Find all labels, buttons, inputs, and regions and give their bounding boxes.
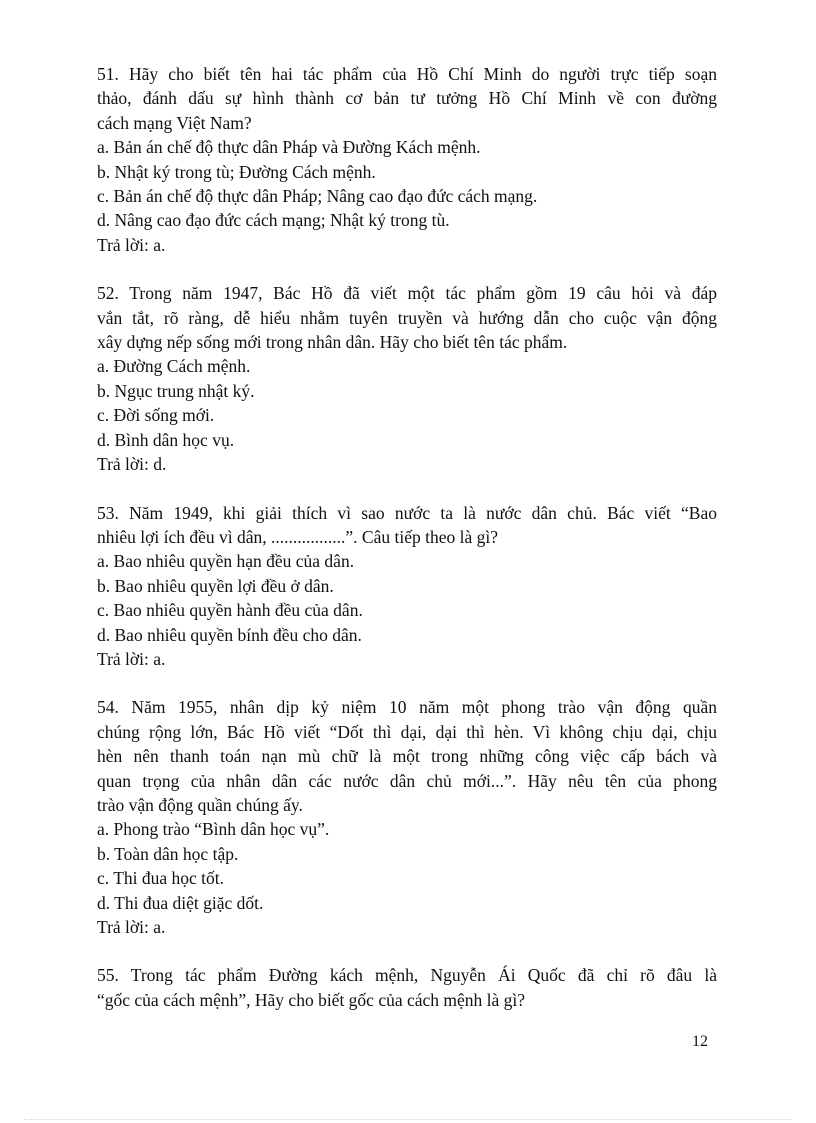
stem-line: hèn nên thanh toán nạn mù chữ là một trong những công việc cấp bách và [97, 746, 717, 767]
option-d: d. Bình dân học vụ. [97, 429, 235, 450]
option-d: d. Nâng cao đạo đức cách mạng; Nhật ký trong tù. [97, 210, 450, 231]
option-b: b. Bao nhiêu quyền lợi đều ở dân. [97, 575, 334, 596]
answer: Trả lời: a. [97, 234, 166, 255]
option-b: b. Nhật ký trong tù; Đường Cách mệnh. [97, 161, 376, 182]
stem-line: 51. Hãy cho biết tên hai tác phẩm của Hồ Chí Minh do người trực tiếp soạn [97, 64, 717, 84]
stem-line: 52. Trong năm 1947, Bác Hồ đã viết một tác phẩm gồm 19 câu hỏi và đáp [97, 283, 717, 304]
option-a: a. Phong trào “Bình dân học vụ”. [97, 819, 330, 840]
question-stem [97, 695, 717, 817]
stem-line: vắn tắt, rõ ràng, dễ hiểu nhằm tuyên truyền và hướng dẫn cho cuộc vận động [97, 307, 717, 328]
option-a: a. Bản án chế độ thực dân Pháp và Đường Kách mệnh. [97, 137, 481, 158]
option-c: c. Bao nhiêu quyền hành đều của dân. [97, 600, 363, 621]
stem-line: 54. Năm 1955, nhân dịp kỷ niệm 10 năm một phong trào vận động quần [97, 697, 717, 718]
stem-line: trào vận động quần chúng ấy. [97, 794, 303, 815]
question-54 [97, 695, 717, 939]
option-c: c. Thi đua học tốt. [97, 868, 225, 889]
option-d: d. Bao nhiêu quyền bính đều cho dân. [97, 624, 362, 645]
stem-line: 55. Trong tác phẩm Đường kách mệnh, Nguyễn Ái Quốc đã chỉ rõ đâu là [97, 965, 717, 986]
answer: Trả lời: a. [97, 917, 166, 937]
stem-line: quan trọng của nhân dân các nước dân chủ mới...”. Hãy nêu tên của phong [97, 770, 717, 791]
question-list [97, 62, 717, 1036]
question-stem [97, 963, 717, 1012]
answer: Trả lời: a. [97, 648, 166, 669]
option-c: c. Đời sống mới. [97, 405, 215, 426]
stem-line: thảo, đánh dấu sự hình thành cơ bản tư tưởng Hồ Chí Minh về con đường [97, 88, 717, 109]
question-stem [97, 62, 717, 135]
stem-line: “gốc của cách mệnh”, Hãy cho biết gốc của cách mệnh là gì? [97, 989, 526, 1010]
stem-line: chúng rộng lớn, Bác Hồ viết “Dốt thì dại, dại thì hèn. Vì không chịu dại, chịu [97, 721, 717, 742]
option-b: b. Toàn dân học tập. [97, 843, 239, 864]
option-b: b. Ngục trung nhật ký. [97, 380, 255, 401]
question-stem [97, 281, 717, 354]
page-number: 12 [692, 1033, 708, 1050]
stem-line: nhiêu lợi ích đều vì dân, .................”. Câu tiếp theo là gì? [97, 526, 498, 547]
stem-line: xây dựng nếp sống mới trong nhân dân. Hãy cho biết tên tác phẩm. [97, 332, 568, 353]
page-bottom-divider [24, 1119, 792, 1120]
stem-line: 53. Năm 1949, khi giải thích vì sao nước ta là nước dân chủ. Bác viết “Bao [97, 502, 717, 523]
stem-line: cách mạng Việt Nam? [97, 112, 252, 133]
question-stem [97, 501, 717, 550]
question-51 [97, 62, 717, 257]
answer: Trả lời: d. [97, 454, 167, 475]
question-52 [97, 281, 717, 476]
question-55 [97, 963, 717, 1012]
option-c: c. Bản án chế độ thực dân Pháp; Nâng cao đạo đức cách mạng. [97, 186, 538, 207]
option-a: a. Bao nhiêu quyền hạn đều của dân. [97, 551, 355, 572]
question-53 [97, 501, 717, 672]
option-d: d. Thi đua diệt giặc dốt. [97, 892, 264, 913]
option-a: a. Đường Cách mệnh. [97, 356, 251, 377]
